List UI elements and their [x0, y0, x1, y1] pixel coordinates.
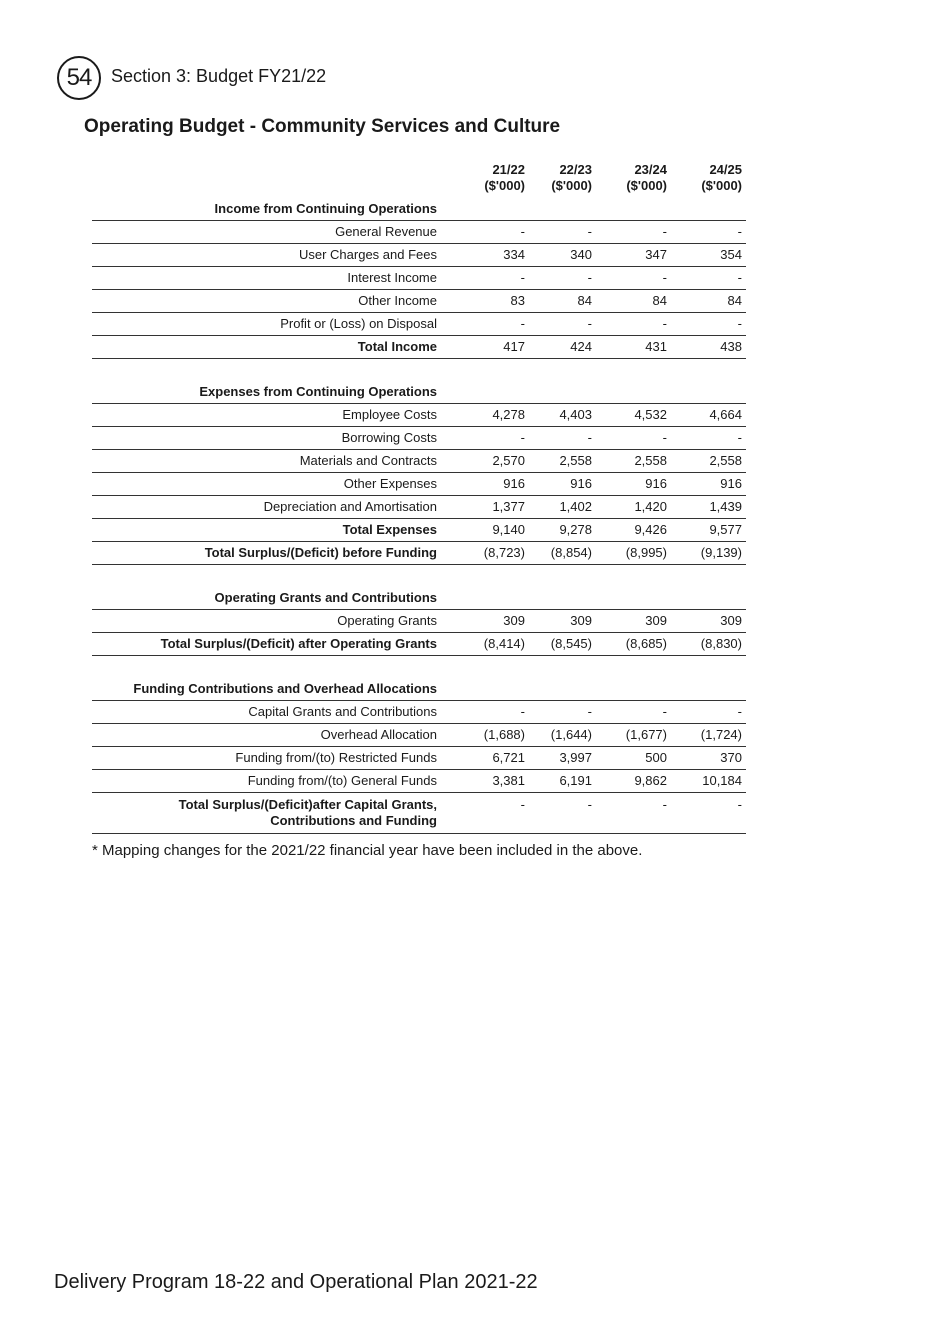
value-cell: 1,439: [671, 496, 746, 519]
value-cell: 10,184: [671, 770, 746, 793]
row-label: Borrowing Costs: [92, 427, 443, 450]
section-heading: Operating Grants and Contributions: [92, 587, 443, 610]
section-title: Section 3: Budget FY21/22: [111, 66, 327, 86]
row-label: General Revenue: [92, 221, 443, 244]
section-spacer: [92, 565, 746, 588]
value-cell: -: [671, 313, 746, 336]
empty-cell: [443, 678, 529, 701]
value-cell: -: [529, 313, 596, 336]
value-cell: 916: [529, 473, 596, 496]
section-heading: Funding Contributions and Overhead Allocations: [92, 678, 443, 701]
value-cell: (9,139): [671, 542, 746, 565]
column-header: [443, 158, 529, 198]
value-cell: 340: [529, 244, 596, 267]
empty-cell: [529, 198, 596, 221]
row-label: Interest Income: [92, 267, 443, 290]
column-header-text: 21/22 ($'000): [484, 162, 525, 193]
row-label: Total Surplus/(Deficit) after Operating Grants: [92, 633, 443, 656]
value-cell: 1,420: [596, 496, 671, 519]
value-cell: 309: [443, 610, 529, 633]
row-label: Funding from/(to) General Funds: [92, 770, 443, 793]
column-header-text: 23/24 ($'000): [626, 162, 667, 193]
column-header-text: 22/23 ($'000): [551, 162, 592, 193]
table-row: [92, 290, 746, 313]
column-header-text: 24/25 ($'000): [701, 162, 742, 193]
row-label: Materials and Contracts: [92, 450, 443, 473]
value-cell: 3,997: [529, 747, 596, 770]
spacer-cell: [92, 565, 746, 588]
value-cell: -: [596, 221, 671, 244]
value-cell: -: [443, 793, 529, 834]
value-cell: 1,377: [443, 496, 529, 519]
value-cell: 2,570: [443, 450, 529, 473]
value-cell: -: [596, 427, 671, 450]
empty-cell: [529, 678, 596, 701]
total-row: [92, 336, 746, 359]
value-cell: -: [443, 221, 529, 244]
value-cell: -: [443, 427, 529, 450]
row-label: Employee Costs: [92, 404, 443, 427]
row-label: User Charges and Fees: [92, 244, 443, 267]
section-heading: Income from Continuing Operations: [92, 198, 443, 221]
value-cell: 83: [443, 290, 529, 313]
value-cell: 9,577: [671, 519, 746, 542]
page-title: Operating Budget - Community Services and Culture: [84, 116, 561, 137]
value-cell: -: [671, 221, 746, 244]
value-cell: -: [671, 793, 746, 834]
value-cell: 4,403: [529, 404, 596, 427]
value-cell: 500: [596, 747, 671, 770]
value-cell: -: [596, 313, 671, 336]
value-cell: 370: [671, 747, 746, 770]
table-header-row: [92, 158, 746, 198]
row-label: Other Expenses: [92, 473, 443, 496]
value-cell: 84: [596, 290, 671, 313]
empty-cell: [671, 587, 746, 610]
empty-cell: [443, 381, 529, 404]
value-cell: -: [529, 427, 596, 450]
value-cell: 916: [443, 473, 529, 496]
value-cell: 309: [529, 610, 596, 633]
value-cell: (8,854): [529, 542, 596, 565]
empty-cell: [671, 198, 746, 221]
value-cell: (1,644): [529, 724, 596, 747]
value-cell: -: [596, 701, 671, 724]
value-cell: -: [529, 267, 596, 290]
value-cell: 1,402: [529, 496, 596, 519]
value-cell: 334: [443, 244, 529, 267]
value-cell: 309: [596, 610, 671, 633]
value-cell: 4,278: [443, 404, 529, 427]
table-row: [92, 747, 746, 770]
page-number-badge: 54: [57, 56, 101, 100]
table-row: [92, 473, 746, 496]
value-cell: 438: [671, 336, 746, 359]
table-row: [92, 450, 746, 473]
value-cell: 3,381: [443, 770, 529, 793]
spacer-cell: [92, 359, 746, 382]
value-cell: 4,532: [596, 404, 671, 427]
value-cell: (8,685): [596, 633, 671, 656]
row-label: Depreciation and Amortisation: [92, 496, 443, 519]
table-row: [92, 610, 746, 633]
value-cell: -: [671, 267, 746, 290]
table-row: [92, 404, 746, 427]
table-row: [92, 244, 746, 267]
value-cell: 354: [671, 244, 746, 267]
value-cell: (8,995): [596, 542, 671, 565]
value-cell: 417: [443, 336, 529, 359]
value-cell: (8,830): [671, 633, 746, 656]
value-cell: (8,414): [443, 633, 529, 656]
section-heading: Expenses from Continuing Operations: [92, 381, 443, 404]
value-cell: 916: [596, 473, 671, 496]
value-cell: 431: [596, 336, 671, 359]
total-row: [92, 633, 746, 656]
value-cell: (1,688): [443, 724, 529, 747]
value-cell: 9,862: [596, 770, 671, 793]
value-cell: 309: [671, 610, 746, 633]
table-row: [92, 267, 746, 290]
table-body: [92, 198, 746, 834]
empty-cell: [671, 381, 746, 404]
empty-cell: [529, 381, 596, 404]
value-cell: 2,558: [671, 450, 746, 473]
column-header: [529, 158, 596, 198]
row-label: Operating Grants: [92, 610, 443, 633]
spacer-cell: [92, 656, 746, 679]
empty-cell: [671, 678, 746, 701]
value-cell: -: [596, 793, 671, 834]
value-cell: 424: [529, 336, 596, 359]
section-heading-row: [92, 587, 746, 610]
value-cell: 6,721: [443, 747, 529, 770]
value-cell: -: [443, 701, 529, 724]
value-cell: 2,558: [529, 450, 596, 473]
table-row: [92, 724, 746, 747]
table-row: [92, 221, 746, 244]
row-label: Total Surplus/(Deficit) before Funding: [92, 542, 443, 565]
empty-cell: [443, 587, 529, 610]
empty-cell: [529, 587, 596, 610]
value-cell: -: [529, 701, 596, 724]
table-row: [92, 701, 746, 724]
budget-table: [92, 158, 746, 834]
total-row: [92, 519, 746, 542]
row-label: Total Expenses: [92, 519, 443, 542]
value-cell: -: [529, 793, 596, 834]
value-cell: (1,724): [671, 724, 746, 747]
section-heading-row: [92, 198, 746, 221]
value-cell: 2,558: [596, 450, 671, 473]
value-cell: 84: [671, 290, 746, 313]
value-cell: 6,191: [529, 770, 596, 793]
table-row: [92, 427, 746, 450]
section-heading-row: [92, 381, 746, 404]
row-label: Total Income: [92, 336, 443, 359]
table-row: [92, 313, 746, 336]
value-cell: -: [596, 267, 671, 290]
row-label: Funding from/(to) Restricted Funds: [92, 747, 443, 770]
empty-cell: [596, 587, 671, 610]
column-header: [596, 158, 671, 198]
value-cell: -: [529, 221, 596, 244]
section-spacer: [92, 359, 746, 382]
value-cell: 9,140: [443, 519, 529, 542]
value-cell: (1,677): [596, 724, 671, 747]
value-cell: -: [671, 701, 746, 724]
empty-cell: [596, 198, 671, 221]
value-cell: (8,545): [529, 633, 596, 656]
value-cell: -: [671, 427, 746, 450]
total-row: [92, 542, 746, 565]
value-cell: 347: [596, 244, 671, 267]
row-label: Profit or (Loss) on Disposal: [92, 313, 443, 336]
row-label: Other Income: [92, 290, 443, 313]
value-cell: 9,426: [596, 519, 671, 542]
page-footer: Delivery Program 18-22 and Operational Plan 2021-22: [54, 1271, 538, 1293]
table-row: [92, 496, 746, 519]
table-row: [92, 770, 746, 793]
empty-cell: [596, 381, 671, 404]
empty-cell: [443, 198, 529, 221]
row-label: Capital Grants and Contributions: [92, 701, 443, 724]
empty-cell: [596, 678, 671, 701]
column-header: [671, 158, 746, 198]
section-spacer: [92, 656, 746, 679]
value-cell: -: [443, 313, 529, 336]
value-cell: 4,664: [671, 404, 746, 427]
header-label-cell: [92, 158, 443, 198]
section-heading-row: [92, 678, 746, 701]
value-cell: -: [443, 267, 529, 290]
value-cell: (8,723): [443, 542, 529, 565]
row-label: Overhead Allocation: [92, 724, 443, 747]
value-cell: 9,278: [529, 519, 596, 542]
total-row: [92, 793, 746, 834]
value-cell: 916: [671, 473, 746, 496]
row-label: Total Surplus/(Deficit)after Capital Grants, Contributions and Funding: [92, 793, 443, 834]
value-cell: 84: [529, 290, 596, 313]
footnote: * Mapping changes for the 2021/22 financial year have been included in the above.: [92, 842, 643, 859]
